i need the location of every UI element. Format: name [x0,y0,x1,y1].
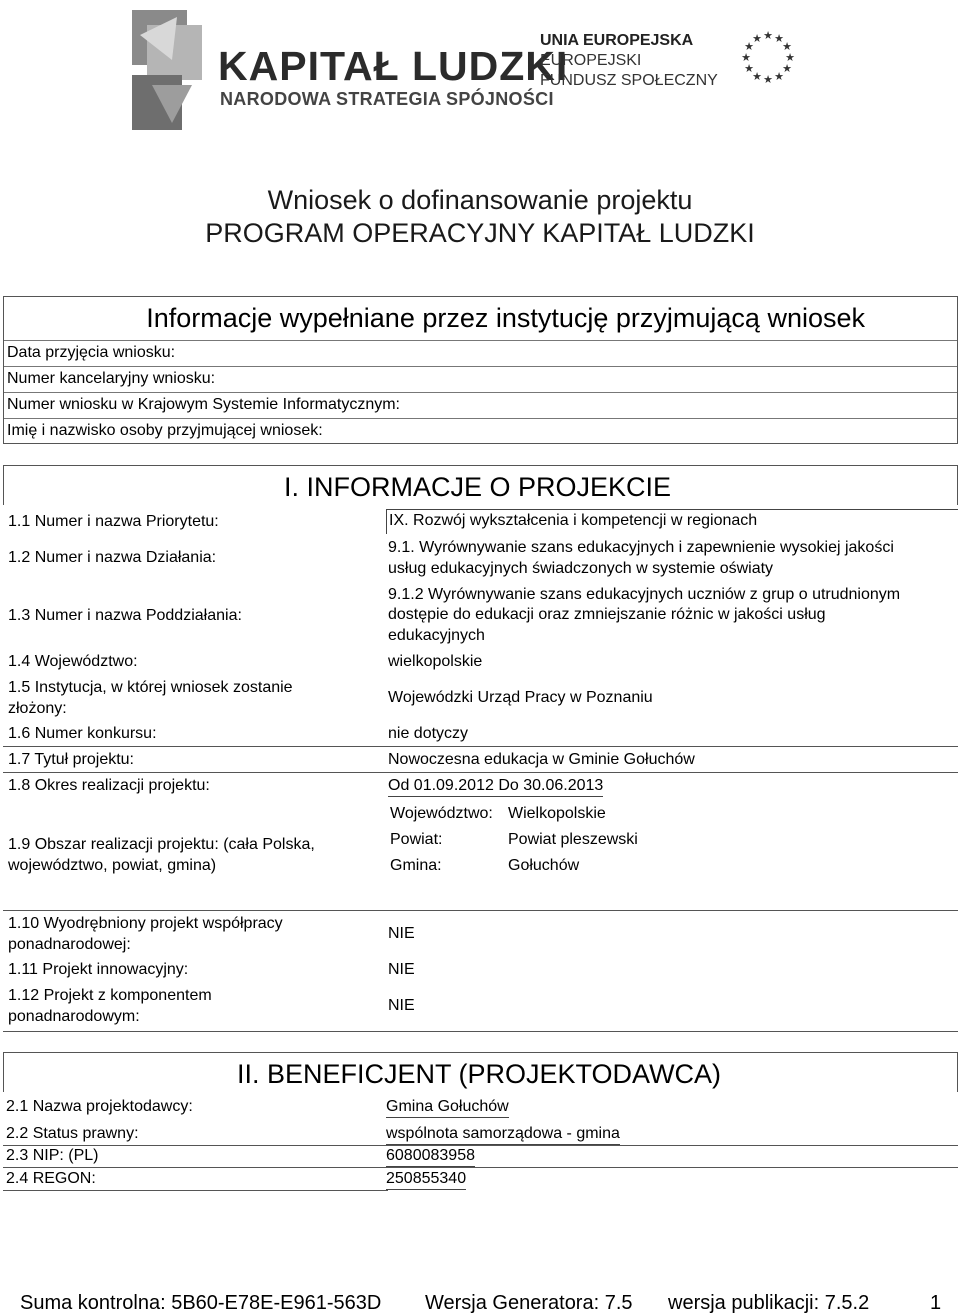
svg-text:★: ★ [763,29,773,42]
kapital-ludzki-emblem-icon [122,5,212,135]
contest-label: 1.6 Numer konkursu: [8,725,157,742]
project-title-value: Nowoczesna edukacja w Gminie Gołuchów [388,751,695,768]
area-label-line1: 1.9 Obszar realizacji projektu: (cała Polska, [8,836,315,853]
institution-label-line1: 1.5 Instytucja, w której wniosek zostanie [8,679,293,696]
regon-value: 250855340 [386,1168,466,1190]
component-label-line2: ponadnarodowym: [8,1008,140,1025]
transnational-label-line2: ponadnarodowej: [8,936,131,953]
action-value-line1: 9.1. Wyrównywanie szans edukacyjnych i zapewnienie wysokiej jakości [388,539,894,556]
area-commune-key: Gmina: [390,857,442,874]
legal-status-label: 2.2 Status prawny: [6,1125,139,1142]
row-divider [3,746,958,747]
component-value: NIE [388,997,415,1014]
row-divider [3,1167,958,1168]
contest-value: nie dotyczy [388,725,469,742]
footer-generator-version: Wersja Generatora: 7.5 [425,1292,633,1314]
svg-text:★: ★ [774,32,784,45]
row-divider [3,910,958,911]
nip-value: 6080083958 [386,1145,475,1167]
institution-label-line2: złożony: [8,700,67,717]
ue-logo-line3: FUNDUSZ SPOŁECZNY [540,72,718,89]
eu-flag-icon [730,28,806,90]
ue-logo-text [540,31,718,91]
subaction-value-line1: 9.1.2 Wyrównywanie szans edukacyjnych uczniów z grup o utrudnionym [388,586,901,603]
svg-text:★: ★ [763,73,773,86]
priority-value: IX. Rozwój wykształcenia i kompetencji w regionach [386,509,958,534]
subaction-value-line2: dostępie do edukacji oraz zmniejszanie różnic w jakości usług [388,606,826,623]
svg-text:★: ★ [785,51,795,64]
kapital-ludzki-subtitle: NARODOWA STRATEGIA SPÓJNOŚCI [220,89,554,109]
action-value-line2: usług edukacyjnych świadczonych w systemie oświaty [388,560,774,577]
row-divider [3,1190,388,1191]
area-label-line2: województwo, powiat, gmina) [8,857,217,874]
ue-logo-line1: UNIA EUROPEJSKA [540,32,694,49]
legal-status-value: wspólnota samorządowa - gmina [386,1123,620,1145]
institution-info-box [3,296,958,444]
period-label: 1.8 Okres realizacji projektu: [8,777,210,794]
voivodeship-value: wielkopolskie [388,653,483,670]
regon-label: 2.4 REGON: [6,1170,96,1187]
project-title-label: 1.7 Tytuł projektu: [8,751,134,768]
document-title: Wniosek o dofinansowanie projektu [267,185,693,215]
area-voivodeship-key: Województwo: [390,805,493,822]
footer-page-number: 1 [930,1292,942,1314]
area-county-key: Powiat: [390,831,443,848]
transnational-label-line1: 1.10 Wyodrębniony projekt współpracy [8,915,283,932]
subaction-label: 1.3 Numer i nazwa Poddziałania: [8,607,242,624]
footer-publication-version: wersja publikacji: 7.5.2 [668,1292,870,1314]
svg-text:★: ★ [782,40,792,53]
section1-heading: I. INFORMACJE O PROJEKCIE [284,472,672,502]
svg-text:★: ★ [752,70,762,83]
beneficiary-name-label: 2.1 Nazwa projektodawcy: [6,1098,193,1115]
section2-heading: II. BENEFICJENT (PROJEKTODAWCA) [237,1059,722,1089]
component-label-line1: 1.12 Projekt z komponentem [8,987,212,1004]
priority-label: 1.1 Numer i nazwa Priorytetu: [8,513,219,530]
ue-logo [530,28,840,108]
innovative-label: 1.11 Projekt innowacyjny: [8,961,189,978]
svg-text:★: ★ [744,40,754,53]
svg-text:★: ★ [782,62,792,75]
document-subtitle: PROGRAM OPERACYJNY KAPITAŁ LUDZKI [205,218,755,248]
footer-checksum: Suma kontrolna: 5B60-E78E-E961-563D [20,1292,382,1314]
svg-text:★: ★ [741,51,751,64]
ue-logo-line2: EUROPEJSKI [540,52,642,69]
area-voivodeship-value: Wielkopolskie [508,805,606,822]
nip-label: 2.3 NIP: (PL) [6,1147,99,1164]
voivodeship-label: 1.4 Województwo: [8,653,138,670]
transnational-value: NIE [388,925,415,942]
area-commune-value: Gołuchów [508,857,580,874]
action-label: 1.2 Numer i nazwa Działania: [8,549,217,566]
row-divider [3,1031,958,1032]
subaction-value-line3: edukacyjnych [388,627,485,644]
info-row-receiver-name: Imię i nazwisko osoby przyjmującej wniosek: [4,418,957,444]
period-value: Od 01.09.2012 Do 30.06.2013 [388,775,603,797]
kapital-ludzki-logo [122,5,569,135]
info-row-office-number: Numer kancelaryjny wniosku: [4,366,957,392]
svg-text:★: ★ [744,62,754,75]
row-divider [3,1145,958,1146]
kapital-ludzki-title: KAPITAŁ LUDZKI [218,43,569,89]
institution-info-heading: Informacje wypełniane przez instytucję przyjmującą wniosek [146,303,865,333]
innovative-value: NIE [388,961,415,978]
beneficiary-name-value: Gmina Gołuchów [386,1096,509,1118]
row-divider [3,772,958,773]
info-row-ksi-number: Numer wniosku w Krajowym Systemie Informatycznym: [4,392,957,418]
svg-text:★: ★ [774,70,784,83]
info-row-date: Data przyjęcia wniosku: [4,340,957,366]
svg-text:★: ★ [752,32,762,45]
area-county-value: Powiat pleszewski [508,831,638,848]
institution-value: Wojewódzki Urząd Pracy w Poznaniu [388,689,653,706]
